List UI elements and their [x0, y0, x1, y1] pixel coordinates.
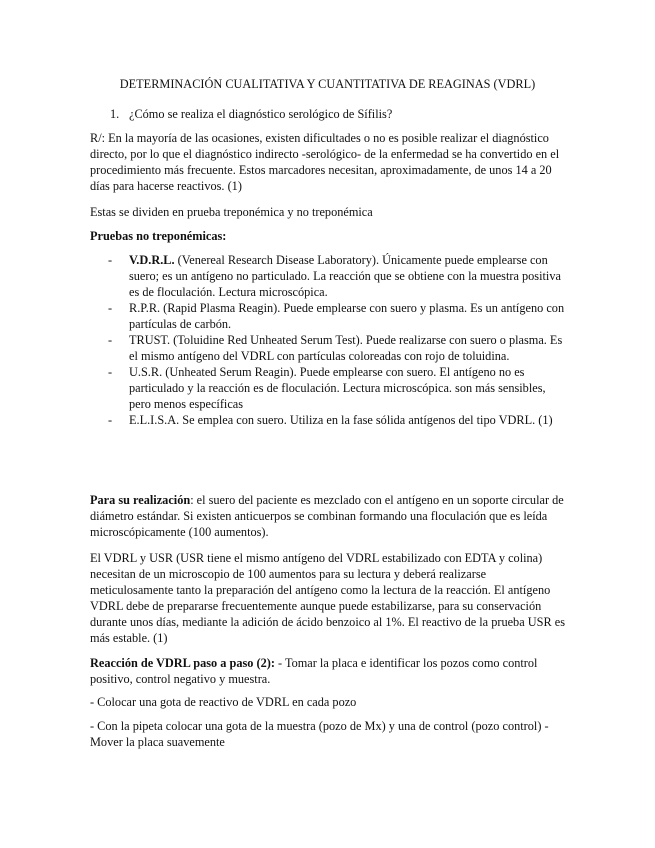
document-title: DETERMINACIÓN CUALITATIVA Y CUANTITATIVA DE REAGINAS (VDRL) [119, 77, 536, 91]
step-2: - Con la pipeta colocar una gota de la muestra (pozo de Mx) y una de control (pozo control) - Mover la placa suavemente [90, 719, 549, 749]
list-bullet: - [108, 333, 113, 347]
list-bullet: - [108, 413, 113, 427]
list-item [108, 300, 568, 332]
test-name: V.D.R.L. [129, 253, 175, 267]
realization-label: Para su realización [90, 493, 191, 507]
list-bullet: - [108, 365, 113, 379]
test-description: (Venereal Research Disease Laboratory). Únicamente puede emplearse con suero; es un antígeno no particulado. La reacción que se obtiene con la muestra positiva es de floculación. Lectura microscópica. [129, 253, 561, 299]
steps-label: Reacción de VDRL paso a paso (2): [90, 656, 275, 670]
non-treponemal-list [108, 252, 568, 428]
answer-paragraph: R/: En la mayoría de las ocasiones, existen dificultades o no es posible realizar el diagnóstico directo, por lo que el diagnóstico indirecto -serológico- de la enfermedad se ha convertido en el procedimiento más frecuente. Estos marcadores necesitan, aproximadamente, de unos 14 a 20 días para hacerse reactivos. (1) [90, 131, 560, 193]
question-text: ¿Cómo se realiza el diagnóstico serológico de Sífilis? [129, 107, 393, 121]
division-paragraph: Estas se dividen en prueba treponémica y no treponémica [90, 205, 373, 219]
list-item [108, 412, 568, 428]
list-item [108, 364, 568, 412]
test-description: U.S.R. (Unheated Serum Reagin). Puede emplearse con suero. El antígeno no es particulado y la reacción es de floculación. Lectura microscópica. son más sensibles, pero menos específicas [129, 365, 546, 411]
list-bullet: - [108, 301, 113, 315]
list-bullet: - [108, 253, 113, 267]
test-description: TRUST. (Toluidine Red Unheated Serum Test). Puede realizarse con suero o plasma. Es el mismo antígeno del VDRL con partículas coloreadas con rojo de toluidina. [129, 333, 563, 363]
test-description: R.P.R. (Rapid Plasma Reagin). Puede emplearse con suero y plasma. Es un antígeno con partículas de carbón. [129, 301, 565, 331]
non-treponemal-heading: Pruebas no treponémicas: [90, 229, 227, 243]
question-number: 1. [110, 107, 120, 121]
list-item [108, 252, 568, 300]
step-1: - Colocar una gota de reactivo de VDRL en cada pozo [90, 695, 357, 709]
test-description: E.L.I.S.A. Se emplea con suero. Utiliza en la fase sólida antígenos del tipo VDRL. (1) [129, 413, 553, 427]
realization-paragraph [90, 492, 570, 540]
vdrl-paragraph: El VDRL y USR (USR tiene el mismo antígeno del VDRL estabilizado con EDTA y colina) necesitan de un microscopio de 100 aumentos para su lectura y deberá realizarse meticulosamente tanto la preparación del antígeno como la lectura de la reacción. El antígeno VDRL debe de prepararse frecuentemente aunque puede estabilizarse, para su conservación durante unos días, mediante la adición de ácido benzoico al 1%. El reactivo de la prueba USR es más estable. (1) [90, 551, 565, 645]
list-item [108, 332, 568, 364]
realization-text: : el suero del paciente es mezclado con el antígeno en un soporte circular de diámetro estándar. Si existen anticuerpos se combinan formando una floculación que es leída microscópicamente (100 aumentos). [90, 493, 564, 539]
question-item [110, 106, 392, 122]
steps-paragraph [90, 655, 570, 687]
steps-intro: - Tomar la placa e identificar los pozos como control positivo, control negativo y muestra. [90, 656, 538, 686]
